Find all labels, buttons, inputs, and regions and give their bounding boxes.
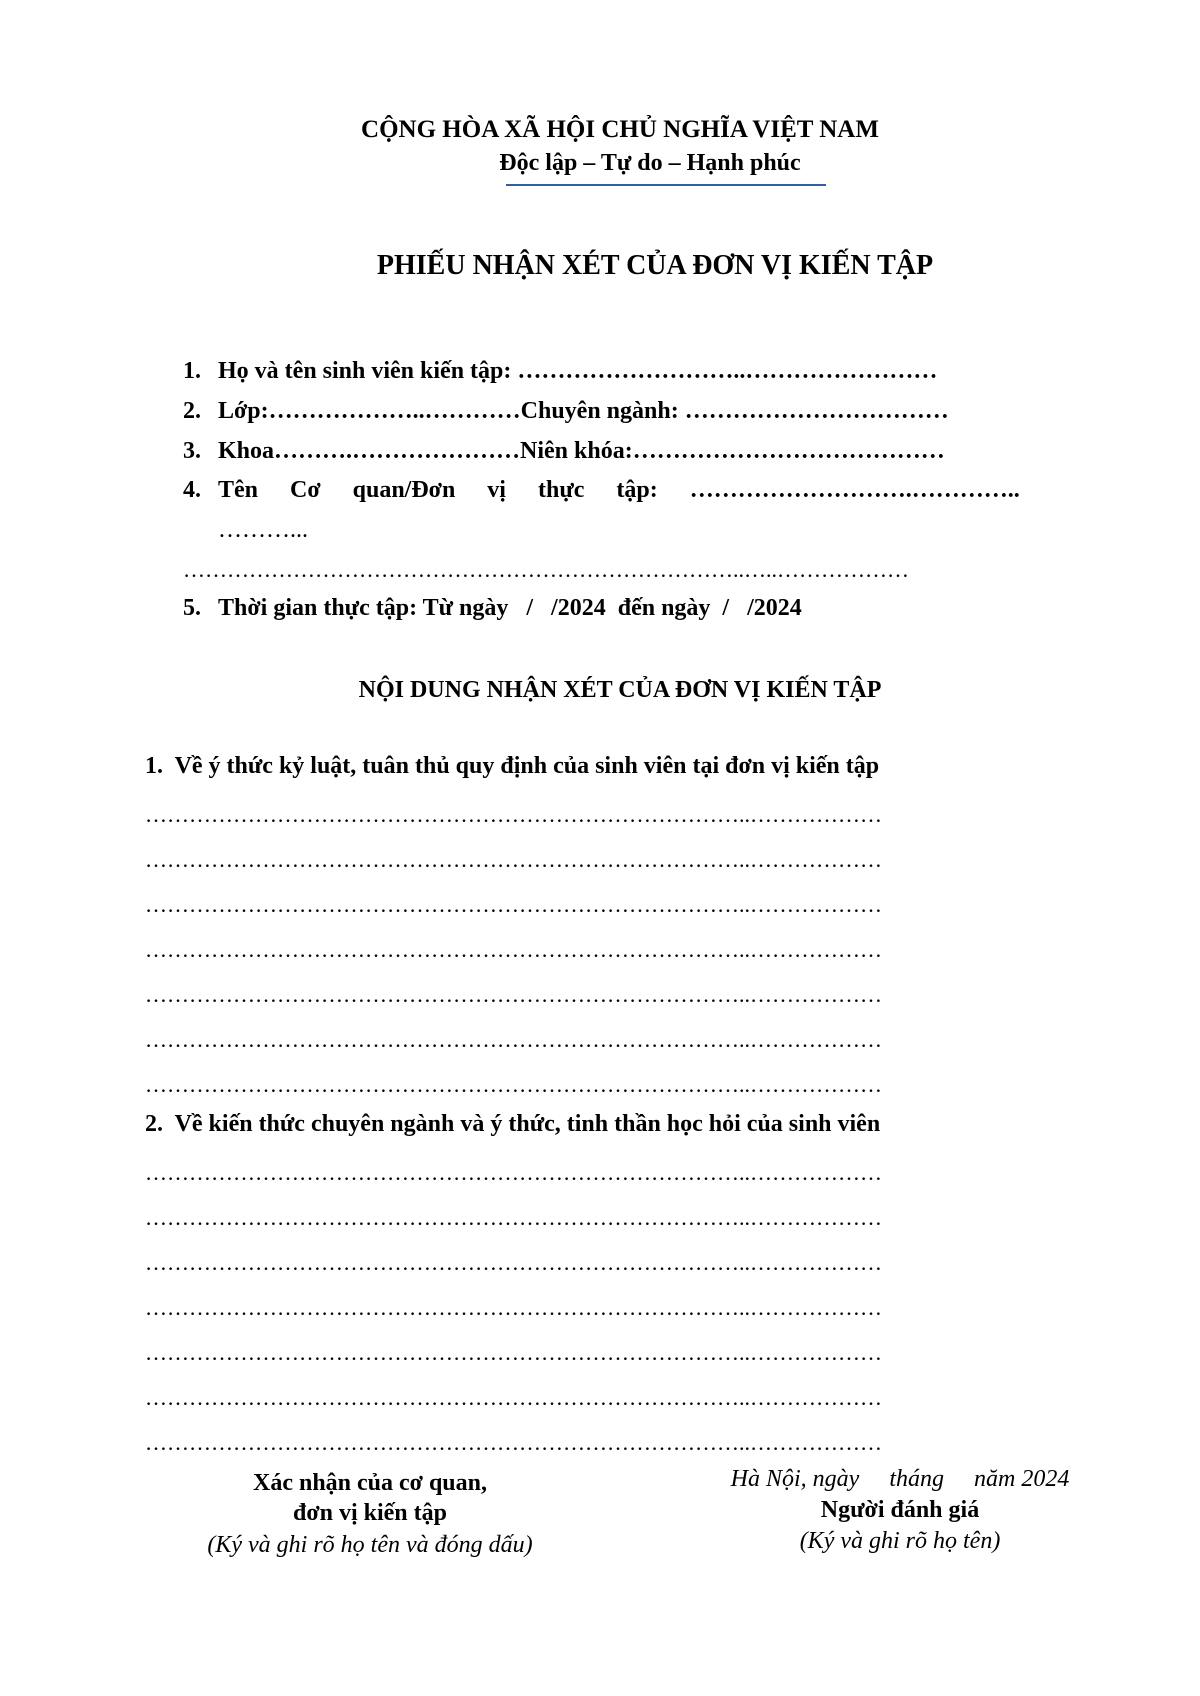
field-organization [183,477,1083,507]
field-organization-line: …………………………………………………………………..…..……………… [183,557,909,582]
field-number: 3. [183,438,201,464]
answer-line: ………………………………………………………………………..……………… [145,937,882,962]
question-2: 2. Về kiến thức chuyên ngành và ý thức, tinh thần học hỏi của sinh viên [145,1111,881,1137]
field-student-name [183,358,1083,388]
motto: Độc lập – Tự do – Hạnh phúc [499,150,801,176]
answer-line: ………………………………………………………………………..……………… [145,847,882,872]
nation-header: CỘNG HÒA XÃ HỘI CHỦ NGHĨA VIỆT NAM [361,116,879,143]
answer-line: ………………………………………………………………………..……………… [145,892,882,917]
signature-right-title: Người đánh giá [820,1497,980,1523]
signature-left-line1: Xác nhận của cơ quan, [252,1470,487,1496]
signature-right-note: (Ký và ghi rõ họ tên) [799,1528,1001,1554]
field-label: Thời gian thực tập: Từ ngày / /2024 đến ngày / /2024 [218,595,802,621]
field-label: Khoa……….…………………Niên khóa:………………………………… [218,438,945,464]
field-label: Tên Cơ quan/Đơn vị thực tập: ……………………….………….. [218,477,1020,503]
answer-line: ………………………………………………………………………..……………… [145,1340,882,1365]
answer-line: ………………………………………………………………………..……………… [145,1250,882,1275]
answer-line: ………………………………………………………………………..……………… [145,1160,882,1185]
field-number: 5. [183,595,201,621]
field-number: 1. [183,358,201,384]
field-number: 2. [183,398,201,424]
section-title: NỘI DUNG NHẬN XÉT CỦA ĐƠN VỊ KIẾN TẬP [358,677,882,703]
answer-line: ………………………………………………………………………..……………… [145,1205,882,1230]
motto-underline [506,184,826,186]
answer-line: ………………………………………………………………………..……………… [145,1385,882,1410]
answer-line: ………………………………………………………………………..……………… [145,1072,882,1097]
signature-left-note: (Ký và ghi rõ họ tên và đóng dấu) [207,1532,533,1558]
signature-left-line2: đơn vị kiến tập [292,1500,447,1526]
question-1: 1. Về ý thức kỷ luật, tuân thủ quy định của sinh viên tại đơn vị kiến tập [145,753,880,779]
field-internship-period [183,595,1083,625]
field-faculty-year [183,438,1083,468]
field-label: Lớp:………………..…………Chuyên ngành: …………………………… [218,398,949,424]
answer-line: ………………………………………………………………………..……………… [145,802,882,827]
field-class-major [183,398,1083,428]
form-title: PHIẾU NHẬN XÉT CỦA ĐƠN VỊ KIẾN TẬP [376,250,934,281]
field-organization-continued: ………... [218,517,308,543]
answer-line: ………………………………………………………………………..……………… [145,1295,882,1320]
answer-line: ………………………………………………………………………..……………… [145,1027,882,1052]
answer-line: ………………………………………………………………………..……………… [145,1430,882,1455]
answer-line: ………………………………………………………………………..……………… [145,982,882,1007]
field-number: 4. [183,477,201,503]
field-label: Họ và tên sinh viên kiến tập: ………………………..…………………… [218,358,938,384]
signature-right-date: Hà Nội, ngày tháng năm 2024 [730,1466,1070,1492]
